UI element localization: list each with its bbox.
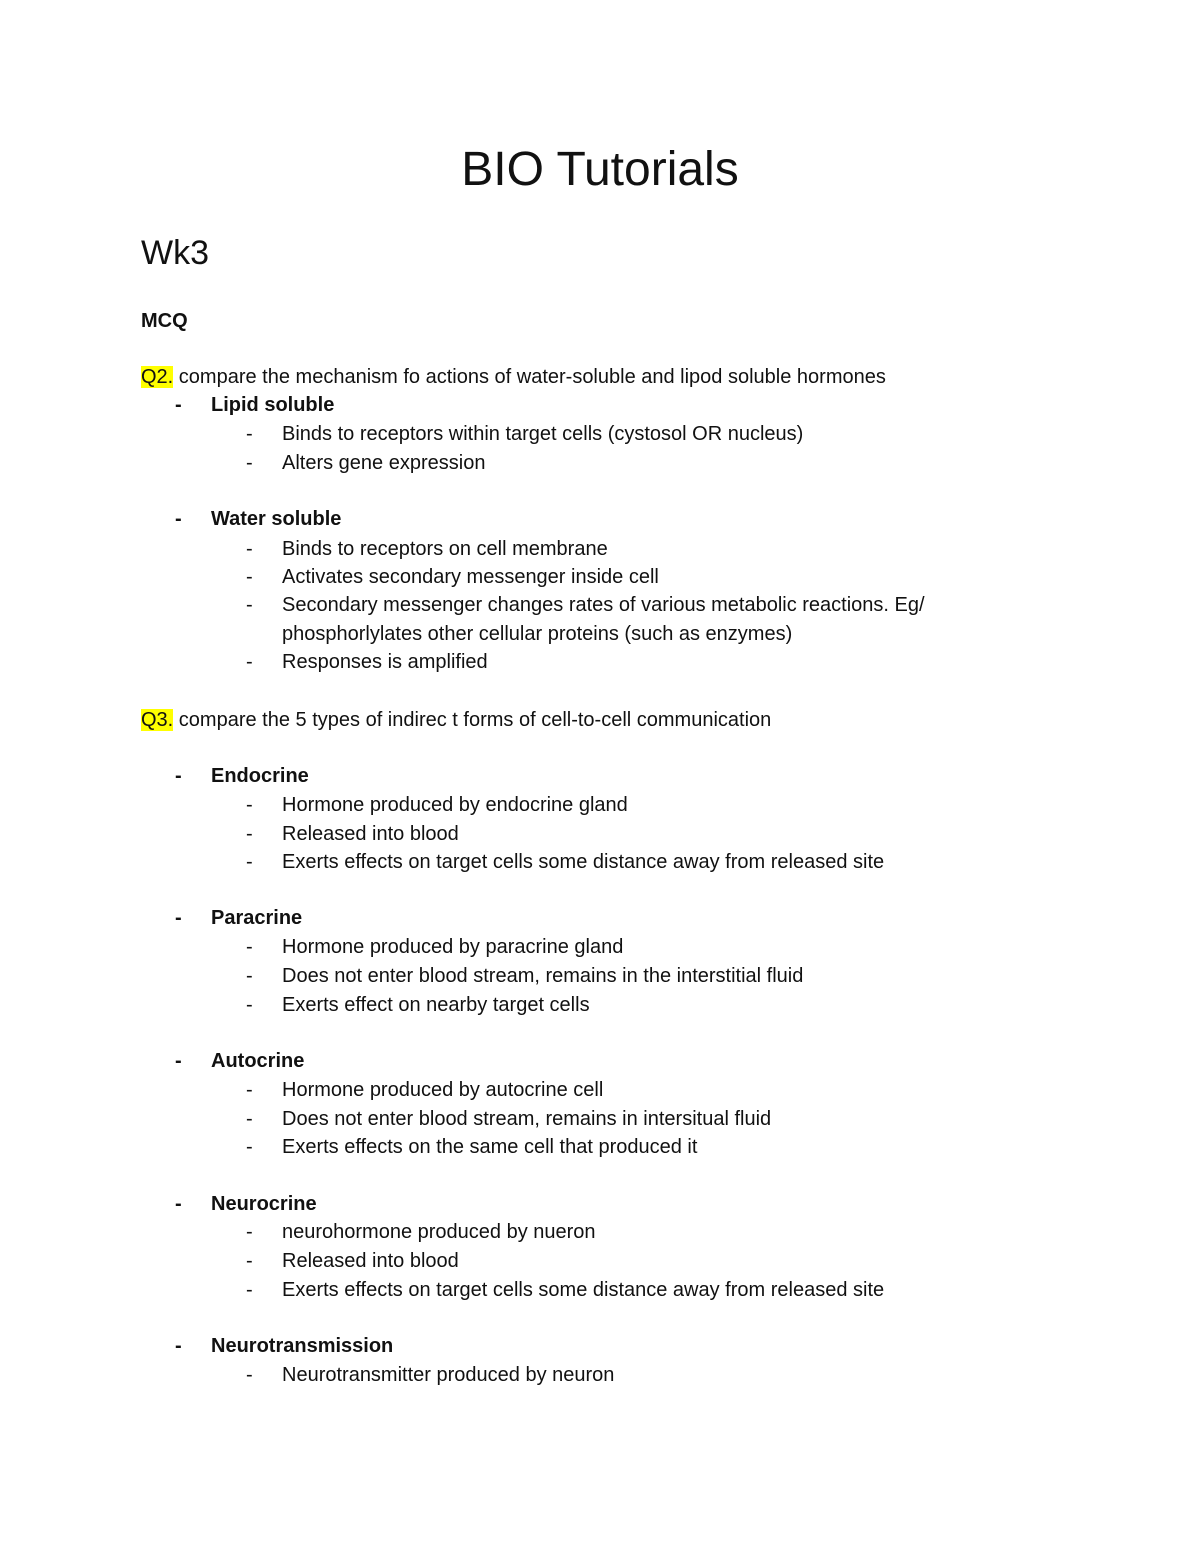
bullet-dash: - (246, 794, 253, 816)
list-item (246, 1218, 596, 1246)
bullet-dash: - (175, 1335, 182, 1357)
bullet-dash: - (246, 994, 253, 1016)
bullet-dash: - (246, 423, 253, 445)
list-item (246, 449, 485, 477)
section-label-mcq: MCQ (141, 310, 188, 332)
list-item-text: Released into blood (282, 823, 459, 845)
bullet-dash: - (175, 907, 182, 929)
question-q3 (141, 706, 771, 734)
group-heading-text: Lipid soluble (211, 394, 335, 416)
bullet-dash: - (246, 538, 253, 560)
bullet-dash: - (175, 1050, 182, 1072)
list-item-text: Hormone produced by paracrine gland (282, 936, 624, 958)
bullet-dash: - (246, 1279, 253, 1301)
list-item (246, 962, 803, 990)
list-item-text: Exerts effect on nearby target cells (282, 994, 590, 1016)
list-item (246, 535, 608, 563)
list-item-text: Neurotransmitter produced by neuron (282, 1364, 615, 1386)
list-item-text: Responses is amplified (282, 651, 488, 673)
bullet-dash: - (246, 965, 253, 987)
list-item (246, 648, 488, 676)
bullet-dash: - (246, 1364, 253, 1386)
group-heading-text: Water soluble (211, 508, 342, 530)
list-item (246, 1276, 884, 1304)
bullet-dash: - (246, 566, 253, 588)
list-item (246, 1076, 603, 1104)
list-item (246, 820, 459, 848)
list-item-text: Does not enter blood stream, remains in the interstitial fluid (282, 965, 804, 987)
list-item (246, 991, 590, 1019)
list-item-text: Exerts effects on target cells some distance away from released site (282, 1279, 885, 1301)
bullet-dash: - (175, 1193, 182, 1215)
question-number: Q3. (141, 709, 174, 731)
question-text: compare the 5 types of indirec t forms of cell-to-cell communication (173, 709, 772, 731)
list-item-text: neurohormone produced by nueron (282, 1221, 596, 1243)
list-item-text: Secondary messenger changes rates of various metabolic reactions. Eg/ (282, 594, 925, 616)
group-heading-text: Neurotransmission (211, 1335, 394, 1357)
list-item (246, 591, 925, 619)
group-heading-paracrine (175, 904, 302, 932)
list-item (246, 1361, 614, 1389)
question-text: compare the mechanism fo actions of water-soluble and lipod soluble hormones (173, 366, 886, 388)
list-item-text: Released into blood (282, 1250, 459, 1272)
bullet-dash: - (246, 651, 253, 673)
list-item-text: Exerts effects on target cells some distance away from released site (282, 851, 885, 873)
group-heading-neurocrine (175, 1190, 317, 1218)
document-title: BIO Tutorials (461, 143, 739, 196)
list-item-text: Hormone produced by endocrine gland (282, 794, 628, 816)
bullet-dash: - (246, 1221, 253, 1243)
list-item (246, 563, 659, 591)
list-item (246, 791, 628, 819)
bullet-dash: - (246, 936, 253, 958)
group-heading-text: Endocrine (211, 765, 309, 787)
question-q2 (141, 363, 886, 391)
list-item-text: Binds to receptors on cell membrane (282, 538, 608, 560)
group-heading-endocrine (175, 762, 309, 790)
week-heading: Wk3 (141, 234, 209, 272)
group-heading-autocrine (175, 1047, 304, 1075)
list-item (246, 1133, 697, 1161)
list-item (246, 1105, 771, 1133)
list-item-text: Does not enter blood stream, remains in intersitual fluid (282, 1108, 772, 1130)
list-item-text: Activates secondary messenger inside cell (282, 566, 659, 588)
question-number: Q2. (141, 366, 174, 388)
group-heading-lipid-soluble (175, 391, 334, 419)
bullet-dash: - (246, 452, 253, 474)
list-item-text: Exerts effects on the same cell that produced it (282, 1136, 698, 1158)
group-heading-neurotransmission (175, 1332, 393, 1360)
list-item-text: Alters gene expression (282, 452, 486, 474)
bullet-dash: - (246, 1250, 253, 1272)
bullet-dash: - (175, 765, 182, 787)
bullet-dash: - (175, 508, 182, 530)
bullet-dash: - (246, 594, 253, 616)
group-heading-text: Paracrine (211, 907, 303, 929)
list-item (246, 1247, 459, 1275)
list-item (246, 933, 623, 961)
list-item-text: Hormone produced by autocrine cell (282, 1079, 604, 1101)
list-item (246, 420, 803, 448)
bullet-dash: - (246, 1108, 253, 1130)
list-item-text: Binds to receptors within target cells (cystosol OR nucleus) (282, 423, 804, 445)
list-item-continuation: phosphorlylates other cellular proteins (such as enzymes) (282, 623, 793, 645)
group-heading-text: Autocrine (211, 1050, 305, 1072)
bullet-dash: - (175, 394, 182, 416)
bullet-dash: - (246, 1079, 253, 1101)
list-item (246, 848, 884, 876)
group-heading-water-soluble (175, 505, 341, 533)
group-heading-text: Neurocrine (211, 1193, 317, 1215)
bullet-dash: - (246, 851, 253, 873)
bullet-dash: - (246, 1136, 253, 1158)
bullet-dash: - (246, 823, 253, 845)
